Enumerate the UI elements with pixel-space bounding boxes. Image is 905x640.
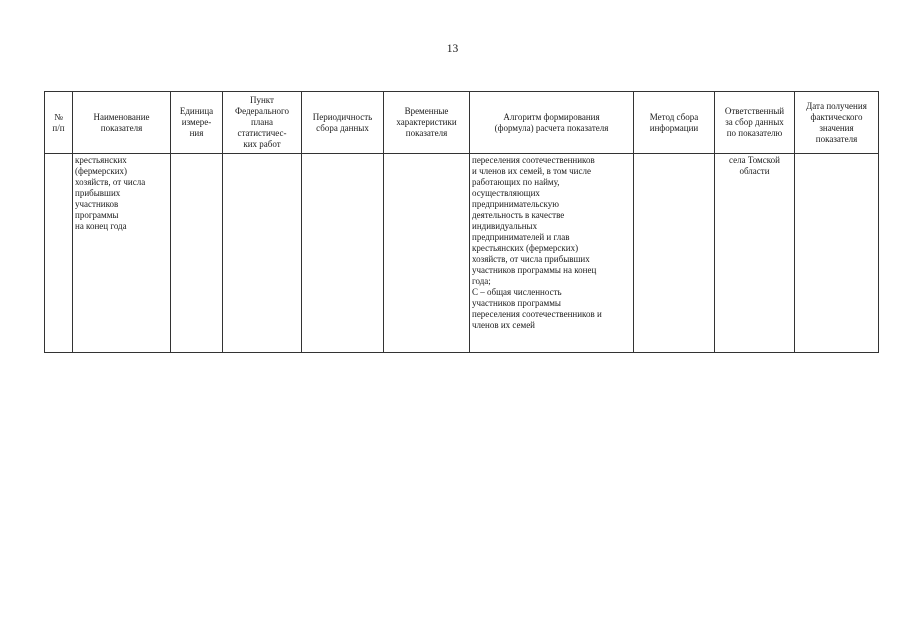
text-line: (формула) расчета показателя: [494, 122, 609, 133]
text-line: Временные: [404, 106, 449, 116]
cell-number: [45, 154, 73, 353]
text-line: деятельность в качестве: [472, 210, 565, 220]
text-line: плана: [250, 117, 274, 127]
cell-unit: [171, 154, 223, 353]
page-number: 13: [446, 43, 459, 55]
text-line: осуществляющих: [472, 188, 540, 198]
indicator-table: [44, 91, 879, 353]
header-time-characteristics: [384, 92, 470, 154]
cell-responsible: [715, 154, 795, 353]
text-line: по показателю: [726, 128, 783, 138]
text-line: п/п: [52, 122, 65, 133]
cell-time-characteristics: [384, 154, 470, 353]
text-line: области: [739, 166, 770, 176]
header-indicator-name: [73, 92, 171, 154]
text-line: Федерального: [234, 106, 289, 116]
text-line: переселения соотечественников: [472, 155, 595, 165]
text-line: фактического: [810, 111, 863, 122]
header-periodicity: [302, 92, 384, 154]
cell-collection-method: [634, 154, 715, 353]
cell-indicator-name: [73, 154, 171, 353]
text-line: села Томской: [729, 155, 780, 165]
text-line: Ответственный: [724, 106, 785, 116]
text-line: прибывших: [75, 188, 121, 198]
text-line: С – общая численность: [472, 287, 562, 297]
text-line: (фермерских): [75, 166, 128, 176]
header-federal-plan-item: [223, 92, 302, 154]
text-line: Метод сбора: [649, 111, 699, 122]
header-actual-value-date: [795, 92, 879, 154]
text-line: программы: [75, 210, 119, 220]
header-calculation-algorithm: [470, 92, 634, 154]
text-line: участников программы на конец: [472, 265, 597, 275]
cell-calculation-algorithm: [470, 154, 634, 353]
text-line: показателя: [405, 128, 448, 138]
text-line: на конец года: [75, 221, 127, 231]
text-line: Алгоритм формирования: [503, 111, 600, 122]
table-row: [45, 154, 879, 353]
text-line: года;: [472, 276, 491, 286]
text-line: ких работ: [243, 139, 281, 149]
text-line: и членов их семей, в том числе: [472, 166, 591, 176]
text-line: показателя: [100, 122, 143, 133]
text-line: предпринимательскую: [472, 199, 559, 209]
text-line: индивидуальных: [472, 221, 538, 231]
cell-actual-value-date: [795, 154, 879, 353]
text-line: крестьянских (фермерских): [472, 243, 579, 253]
text-line: ния: [189, 128, 204, 138]
header-row: [45, 92, 879, 154]
text-line: переселения соотечественников и: [472, 309, 602, 319]
text-line: участников: [75, 199, 119, 209]
text-line: предпринимателей и глав: [472, 232, 570, 242]
header-responsible: [715, 92, 795, 154]
header-unit: [171, 92, 223, 154]
text-line: Единица: [179, 106, 214, 116]
cell-federal-plan-item: [223, 154, 302, 353]
text-line: Пункт: [249, 95, 274, 105]
text-line: показателя: [815, 133, 858, 144]
text-line: статистичес-: [237, 128, 287, 138]
text-line: работающих по найму,: [472, 177, 560, 187]
text-line: №: [54, 111, 63, 122]
cell-periodicity: [302, 154, 384, 353]
text-line: Периодичность: [312, 111, 373, 122]
header-collection-method: [634, 92, 715, 154]
text-line: характеристики: [396, 117, 457, 127]
text-line: Наименование: [93, 111, 150, 122]
text-line: хозяйств, от числа прибывших: [472, 254, 590, 264]
text-line: за сбор данных: [725, 117, 784, 127]
text-line: значения: [819, 122, 854, 133]
text-line: измере-: [181, 117, 212, 127]
text-line: Дата получения: [806, 100, 867, 111]
text-line: сбора данных: [316, 122, 369, 133]
text-line: крестьянских: [75, 155, 127, 165]
text-line: хозяйств, от числа: [75, 177, 146, 187]
text-line: информации: [649, 122, 699, 133]
header-number: [45, 92, 73, 154]
text-line: членов их семей: [472, 320, 535, 330]
text-line: участников программы: [472, 298, 561, 308]
